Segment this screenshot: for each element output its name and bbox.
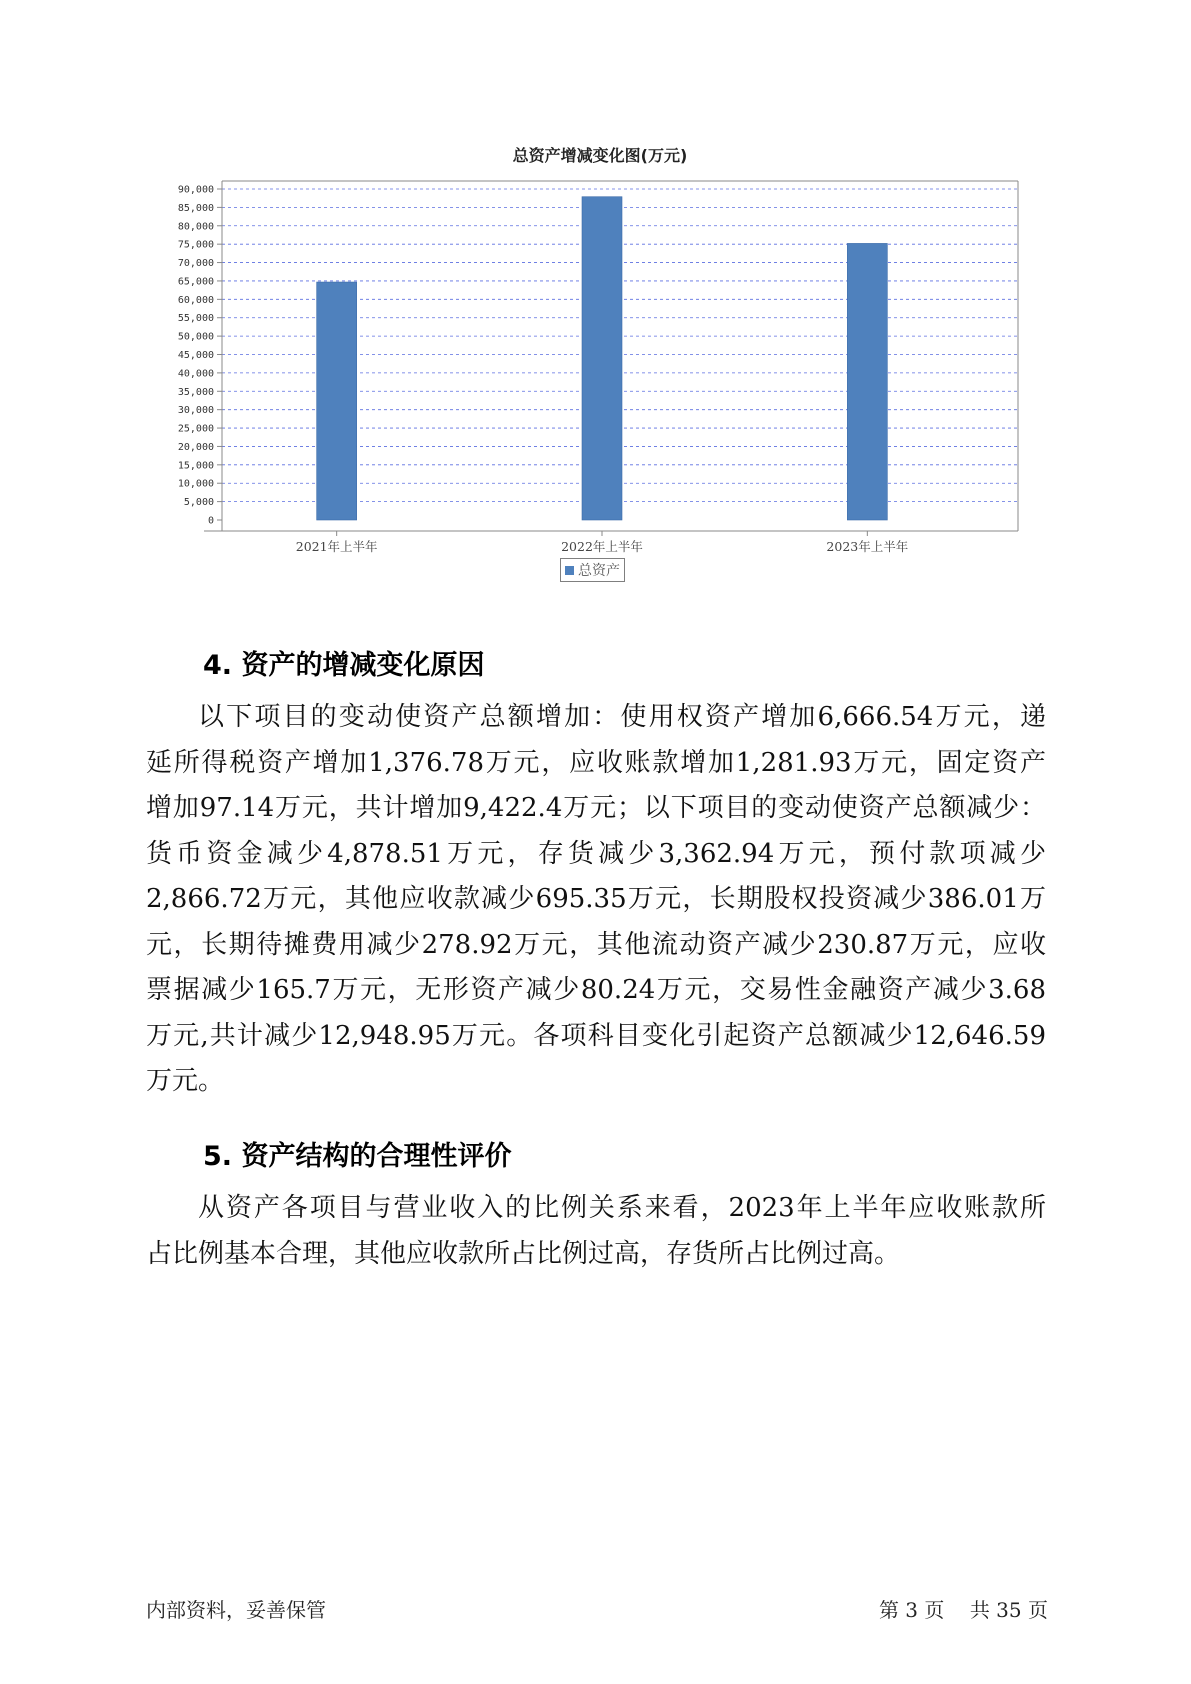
chart-bars [317,197,888,520]
paragraph-line: 以下项目的变动使资产总额增加：使用权资产增加6,666.54万元，递 [198,702,1046,732]
paragraph-line: 元，长期待摊费用减少278.92万元，其他流动资产减少230.87万元，应收 [146,929,1046,960]
paragraph-line: 从资产各项目与营业收入的比例关系来看，2023年上半年应收账款所 [198,1193,1046,1223]
chart-legend [560,558,625,582]
y-tick-label: 10,000 [177,478,214,490]
y-tick-label: 40,000 [177,368,214,380]
y-tick-label: 65,000 [177,276,214,288]
y-tick-label: 0 [207,515,214,527]
paragraph-line: 增加97.14万元，共计增加9,422.4万元；以下项目的变动使资产总额减少： [146,793,1046,823]
y-tick-label: 20,000 [177,441,214,453]
x-tick-label: 2022年上半年 [561,539,643,554]
y-tick-label: 75,000 [177,239,214,251]
y-tick-label: 85,000 [177,202,214,214]
paragraph-line: 占比例基本合理，其他应收款所占比例过高，存货所占比例过高。 [146,1238,901,1269]
y-tick-label: 60,000 [177,294,214,306]
paragraph-line: 延所得税资产增加1,376.78万元，应收账款增加1,281.93万元，固定资产 [146,747,1046,778]
paragraph-line: 货币资金减少4,878.51万元，存货减少3,362.94万元，预付款项减少 [146,838,1046,869]
y-tick-label: 70,000 [177,258,214,270]
paragraph-asset-change-reasons [146,695,1046,1105]
bar [582,197,622,520]
y-tick-label: 45,000 [177,350,214,361]
paragraph-line: 2,866.72万元，其他应收款减少695.35万元，长期股权投资减少386.01万 [146,884,1046,914]
section-heading-asset-structure-evaluation: 5. 资产结构的合理性评价 [203,1141,512,1172]
section-heading-asset-change-reasons: 4. 资产的增减变化原因 [203,650,485,681]
x-tick-label: 2023年上半年 [826,539,909,554]
legend-swatch [565,566,574,575]
footer-page-number: 第 3 页 共 35 页 [878,1598,1048,1622]
paragraph-line: 万元,共计减少12,948.95万元。各项科目变化引起资产总额减少12,646.59 [146,1020,1046,1051]
paragraph-asset-structure-evaluation [146,1186,1046,1277]
y-tick-label: 55,000 [177,313,214,325]
legend-label: 总资产 [578,563,620,579]
y-tick-label: 5,000 [183,497,214,509]
chart-title: 总资产增减变化图(万元) [512,146,688,165]
y-axis-ticks [178,185,222,527]
y-tick-label: 30,000 [177,405,214,417]
paragraph-line: 万元。 [146,1066,225,1096]
y-tick-label: 80,000 [177,221,214,233]
y-tick-label: 15,000 [177,460,214,472]
y-tick-label: 90,000 [177,184,214,196]
y-tick-label: 50,000 [177,331,214,343]
y-tick-label: 25,000 [177,423,214,435]
x-tick-label: 2021年上半年 [295,539,378,554]
total-assets-bar-chart [150,175,1020,555]
bar [317,282,357,520]
footer-confidential-note: 内部资料，妥善保管 [146,1598,326,1622]
y-tick-label: 35,000 [177,386,214,398]
x-axis-ticks [296,531,908,554]
paragraph-line: 票据减少165.7万元，无形资产减少80.24万元，交易性金融资产减少3.68 [146,975,1046,1005]
bar [847,243,887,520]
